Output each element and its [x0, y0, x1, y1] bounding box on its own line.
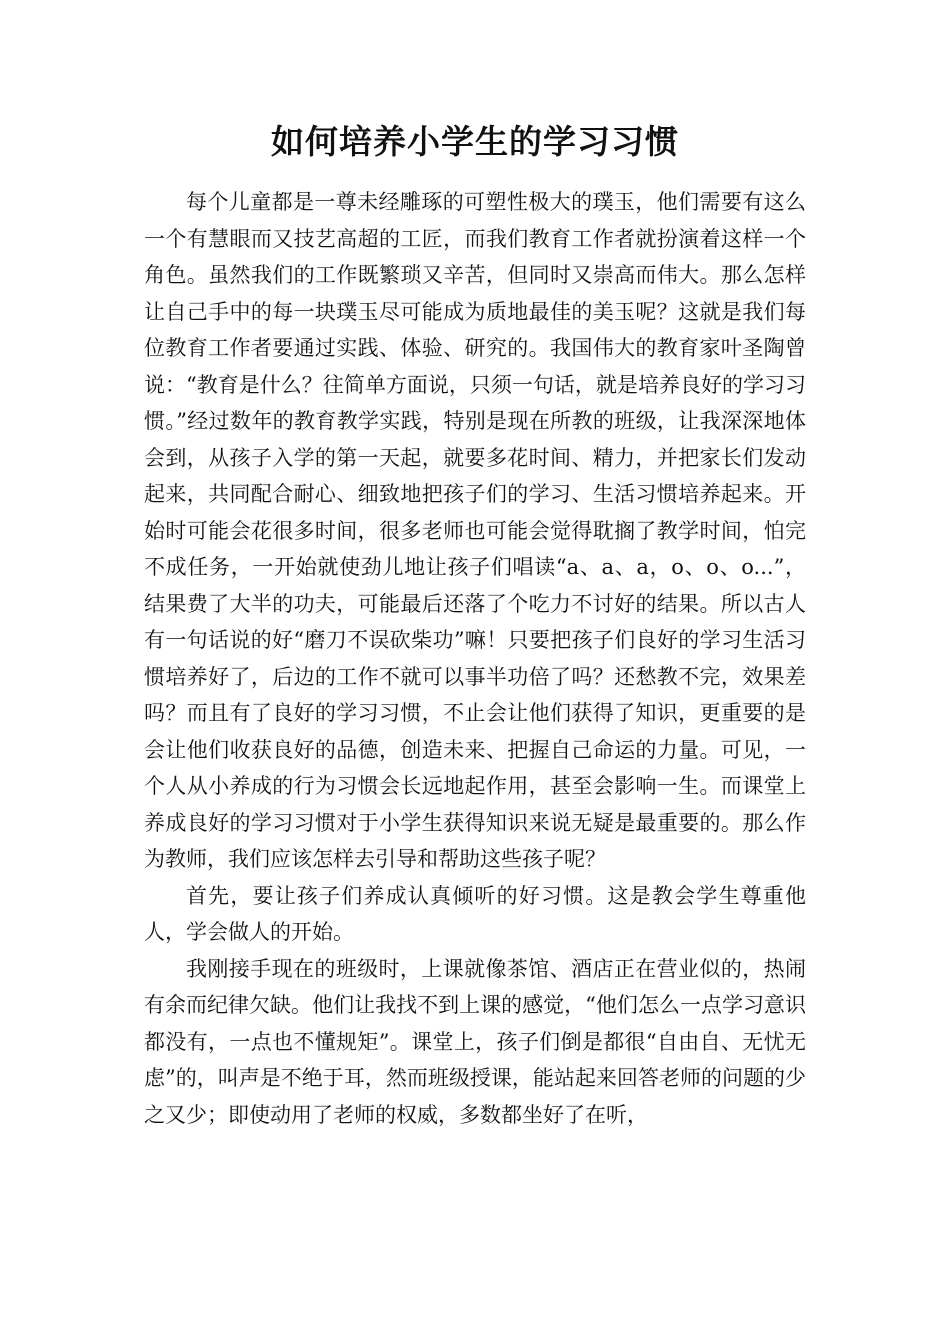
paragraph-3: 我刚接手现在的班级时，上课就像茶馆、酒店正在营业似的，热闹有余而纪律欠缺。他们让我找不到上课的感觉，“他们怎么一点学习意识都没有，一点也不懂规矩”。课堂上，孩子们倒是都很“自由自、无忧无虑”的，叫声是不绝于耳，然而班级授课，能站起来回答老师的问题的少之又少；即使动用了老师的权威，多数都坐好了在听， — [144, 956, 806, 1127]
paragraph-1: 每个儿童都是一尊未经雕琢的可塑性极大的璞玉，他们需要有这么一个有慧眼而又技艺高超的工匠，而我们教育工作者就扮演着这样一个角色。虽然我们的工作既繁琐又辛苦，但同时又崇高而伟大。那么怎样让自己手中的每一块璞玉尽可能成为质地最佳的美玉呢？这就是我们每位教育工作者要通过实践、体验、研究的。我国伟大的教育家叶圣陶曾说：“教育是什么？往简单方面说，只须一句话，就是培养良好的学习习惯。”经过数年的教育教学实践，特别是现在所教的班级，让我深深地体会到，从孩子入学的第一天起，就要多花时间、精力，并把家长们发动起来，共同配合耐心、细致地把孩子们的学习、生活习惯培养起来。开始时可能会花很多时间，很多老师也可能会觉得耽搁了教学时间，怕完不成任务，一开始就使劲儿地让孩子们唱读“a、a、a，o、o、o...”，结果费了大半的功夫，可能最后还落了个吃力不讨好的结果。所以古人有一句话说的好“磨刀不误砍柴功”嘛！只要把孩子们良好的学习生活习惯培养好了，后边的工作不就可以事半功倍了吗？还愁教不完，效果差吗？而且有了良好的学习习惯，不止会让他们获得了知识，更重要的是会让他们收获良好的品德，创造未来、把握自己命运的力量。可见，一个人从小养成的行为习惯会长远地起作用，甚至会影响一生。而课堂上养成良好的学习习惯对于小学生获得知识来说无疑是最重要的。那么作为教师，我们应该怎样去引导和帮助这些孩子呢？ — [144, 190, 806, 871]
document-title: 如何培养小学生的学习习惯 — [271, 122, 679, 161]
document-body — [144, 184, 806, 1133]
paragraph-2: 首先，要让孩子们养成认真倾听的好习惯。这是教会学生尊重他人，学会做人的开始。 — [144, 883, 806, 944]
